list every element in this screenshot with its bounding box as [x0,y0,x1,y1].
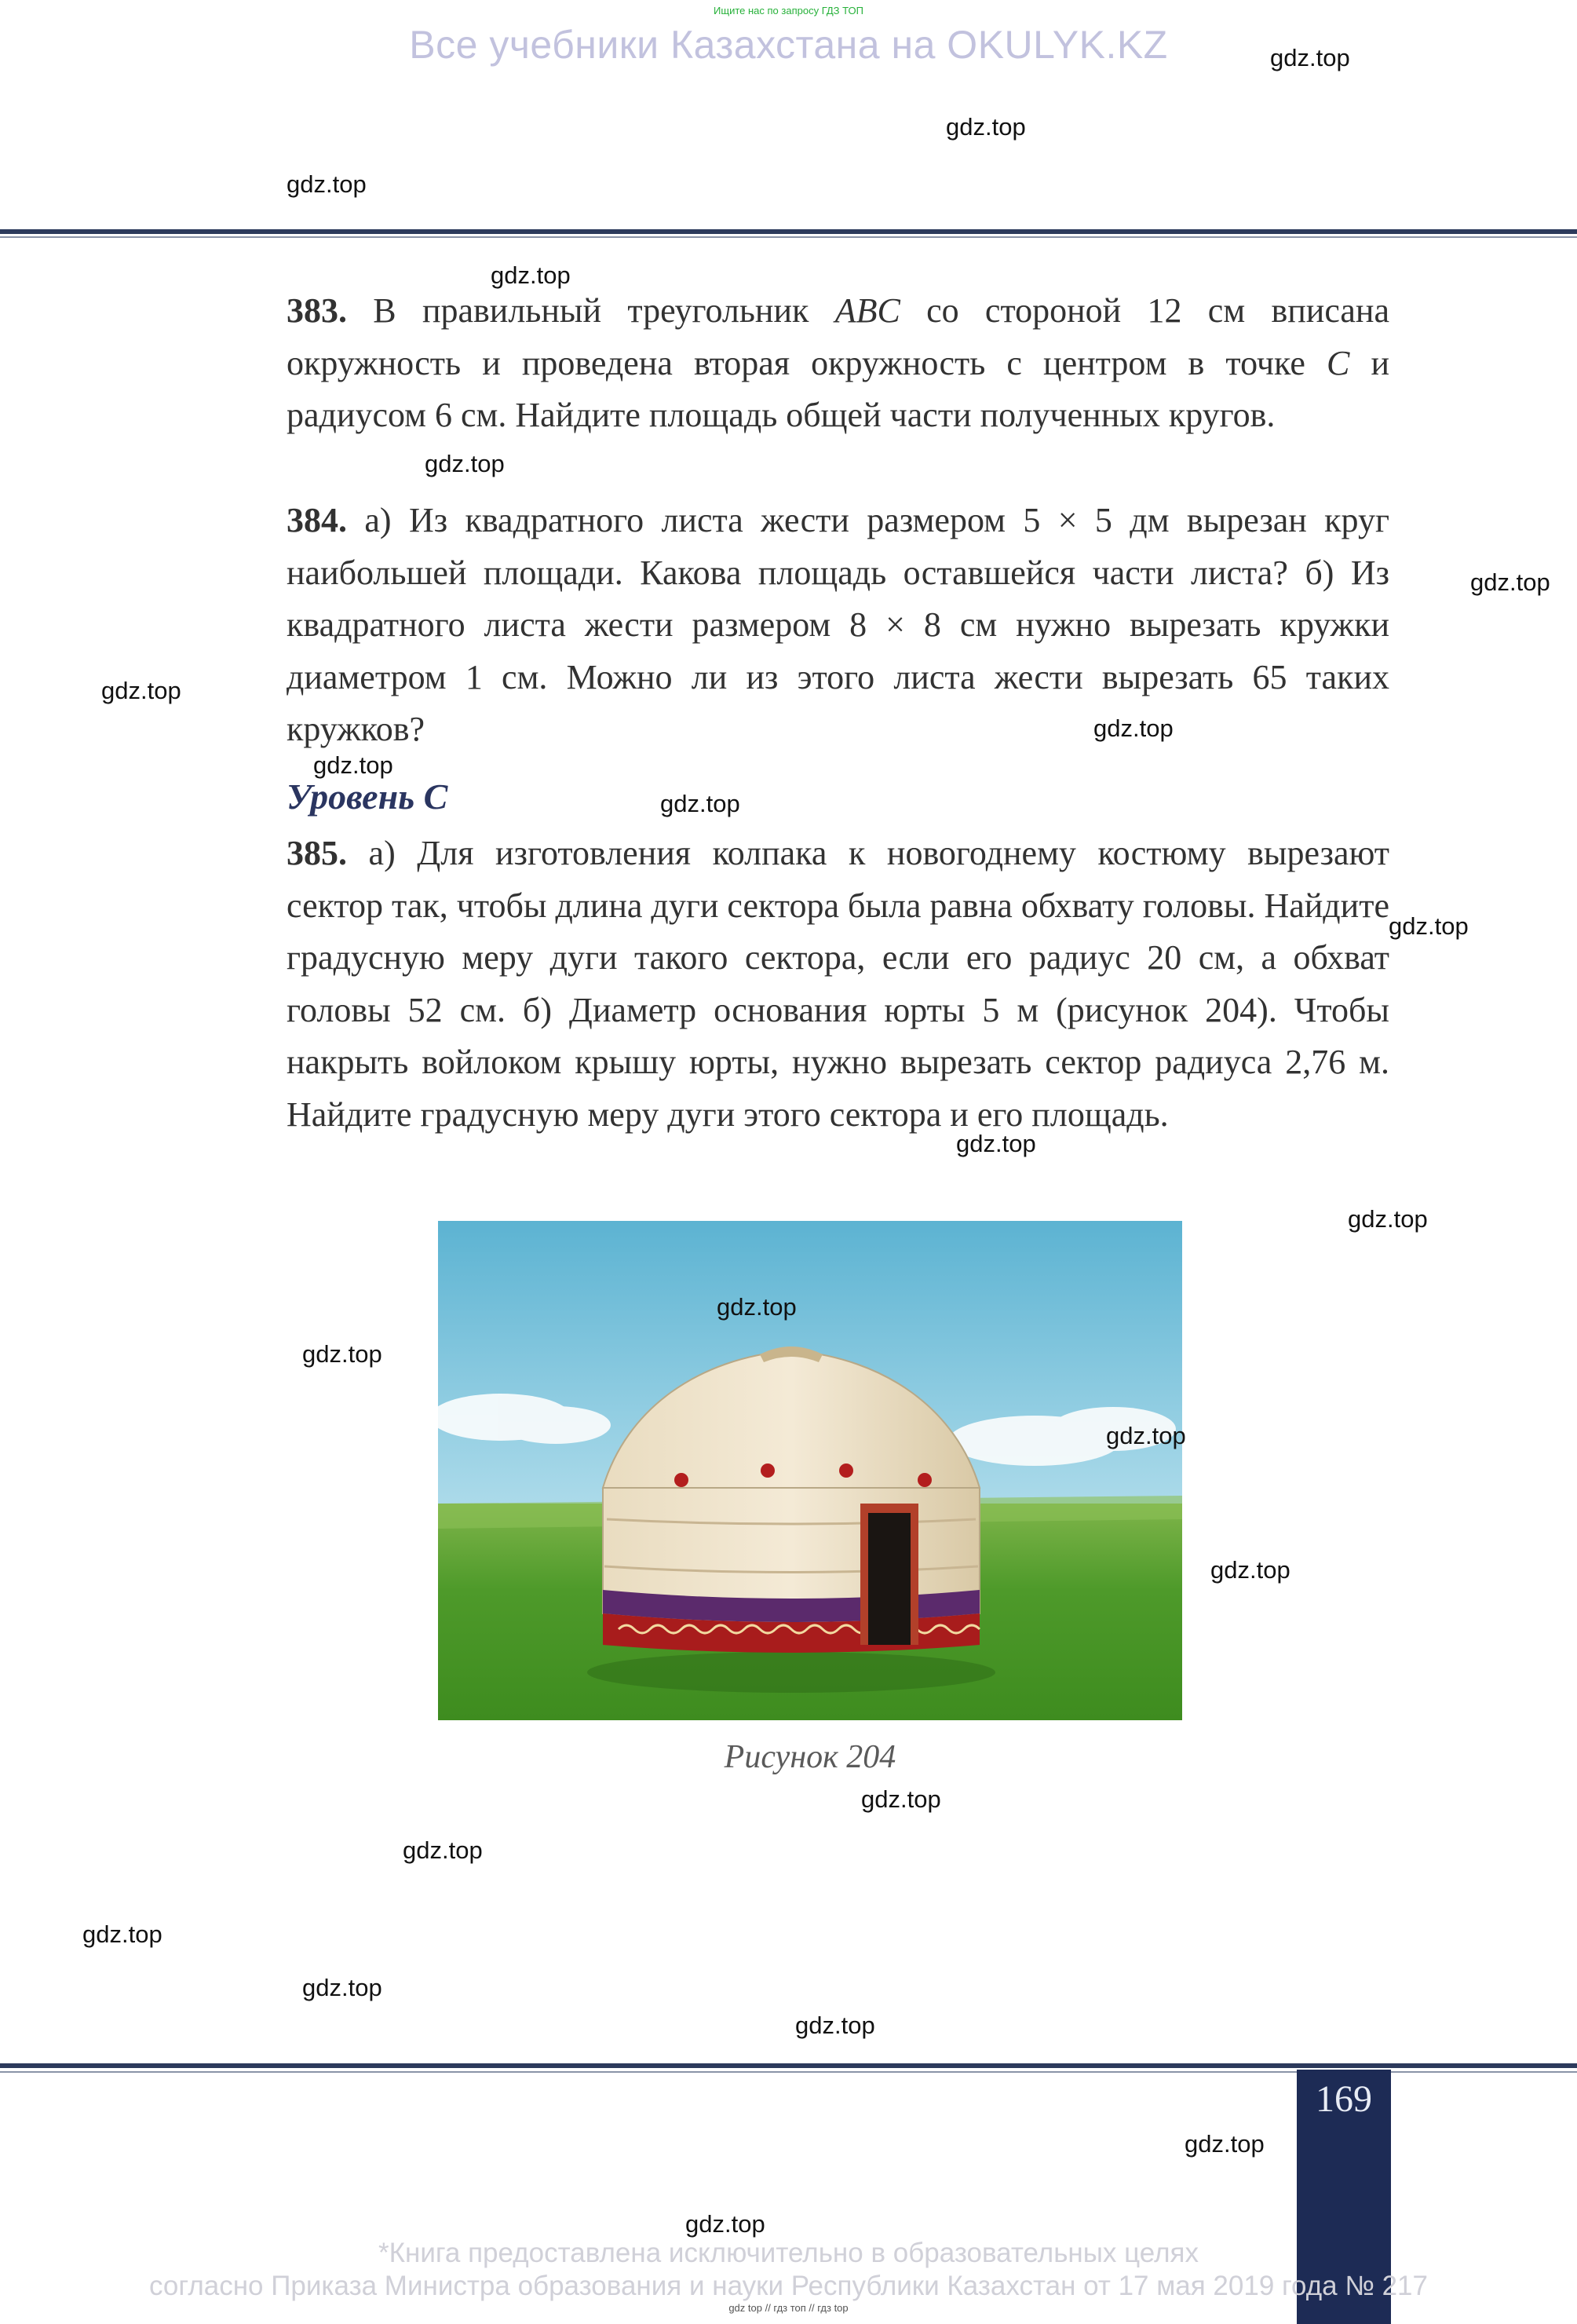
problem-385 [287,828,1389,1141]
watermark: gdz.top [403,1836,483,1864]
header-rule [0,229,1577,234]
yurt-figure [438,1221,1182,1720]
watermark: gdz.top [795,2012,875,2039]
watermark: gdz.top [1106,1422,1186,1449]
problem-number: 385. [287,834,347,872]
watermark: gdz.top [1348,1205,1428,1233]
watermark: gdz.top [425,450,505,477]
watermark: gdz.top [946,113,1026,141]
watermark: gdz.top [313,751,393,779]
watermark: gdz.top [302,1974,382,2001]
footer-small-links[interactable]: gdz top // гдз топ // гдз top [728,2302,849,2314]
watermark: gdz.top [1389,912,1469,940]
watermark: gdz.top [287,170,367,198]
header-rule-thin [0,236,1577,238]
watermark: gdz.top [660,790,740,817]
watermark: gdz.top [1470,568,1550,596]
page-number: 169 [1316,2078,1372,2120]
problem-number: 384. [287,501,347,539]
watermark: gdz.top [717,1293,797,1321]
top-search-note: Ищите нас по запросу ГДЗ ТОП [714,5,863,16]
watermark: gdz.top [82,1920,162,1948]
footer-note-line-2: согласно Приказа Министра образования и науки Республики Казахстан от 17 мая 2019 года № 217 [148,2271,1428,2301]
problem-384 [287,495,1389,756]
watermark: gdz.top [861,1785,941,1813]
watermark: gdz.top [956,1130,1036,1157]
watermark: gdz.top [1185,2130,1265,2158]
watermark: gdz.top [491,261,571,289]
level-heading: Уровень C [287,776,448,817]
yurt-photo [438,1221,1182,1720]
triangle-name: ABC [834,291,900,330]
footer-note-line-1: *Книга предоставлена исключительно в образовательных целях [378,2238,1199,2268]
problem-text: а) Из квадратного листа жести размером 5 × 5 дм вырезан круг наибольшей площади. Какова площадь оставшейся части листа? б) Из квадратного листа жести размером 8 × 8 см нужно вырезать кружки диаметром 1 см. Можно ли из этого листа жести вырезать 65 таких кружков? [287,501,1389,748]
site-title[interactable]: Все учебники Казахстана на OKULYK.KZ [409,23,1168,67]
problem-text: а) Для изготовления колпака к новогоднему костюму вырезают сектор так, чтобы длина дуги сектора была равна обхвату головы. Найдите градусную меру дуги такого сектора, если его радиус 20 см, а обхват головы 52 см. б) Диаметр основания юрты 5 м (рисунок 204). Чтобы накрыть войлоком крышу юрты, нужно вырезать сектор радиуса 2,76 м. Найдите градусную меру дуги этого сектора и его площадь. [287,834,1389,1134]
watermark: gdz.top [1270,44,1350,71]
watermark: gdz.top [1210,1556,1290,1584]
problem-text: и радиусом 6 см. Найдите площадь общей части полученных кругов. [287,343,1390,434]
watermark: gdz.top [1093,714,1174,742]
footer-rule [0,2063,1577,2068]
problem-383 [287,285,1389,442]
point-name: C [1326,343,1350,382]
watermark: gdz.top [302,1340,382,1368]
watermark: gdz.top [101,677,181,704]
figure-caption: Рисунок 204 [724,1739,896,1775]
watermark: gdz.top [685,2210,765,2238]
problem-text: В правильный треугольник [347,291,835,330]
problem-number: 383. [287,291,347,330]
problem-text: со стороной 12 см вписана окружность и проведена вторая окружность с центром в точке [287,291,1389,382]
